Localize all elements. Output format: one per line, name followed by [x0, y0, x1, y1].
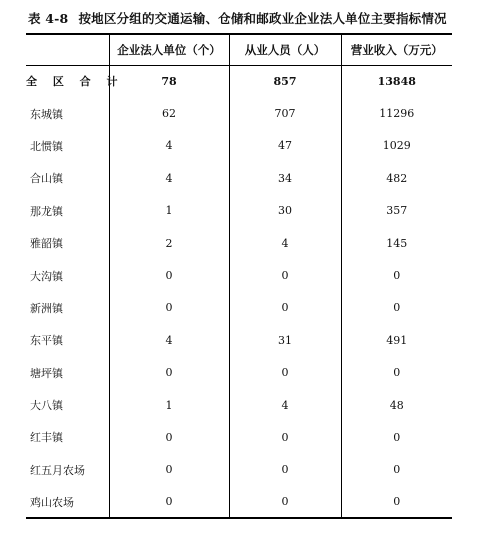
region-cell: 红五月农场	[30, 463, 85, 477]
header-revenue: 营业收入（万元）	[341, 34, 452, 65]
table-row	[26, 259, 452, 291]
employees-cell: 0	[229, 486, 341, 518]
table-row	[26, 389, 452, 421]
table-row	[26, 486, 452, 518]
header-enterprise-units: 企业法人单位（个）	[109, 34, 229, 65]
employees-cell: 0	[229, 454, 341, 486]
table-title-text: 按地区分组的交通运输、仓储和邮政业企业法人单位主要指标情况	[78, 11, 447, 26]
employees-cell: 0	[229, 292, 341, 324]
revenue-cell: 0	[341, 486, 452, 518]
region-cell: 东城镇	[30, 107, 63, 121]
revenue-cell: 145	[341, 227, 452, 259]
header-row	[26, 34, 452, 65]
enterprise-units-cell: 0	[109, 454, 229, 486]
region-cell: 红丰镇	[30, 431, 63, 445]
revenue-cell: 0	[341, 357, 452, 389]
table-row	[26, 421, 452, 453]
region-cell: 雅韶镇	[30, 237, 63, 251]
table-title	[28, 9, 447, 27]
employees-cell: 0	[229, 357, 341, 389]
region-cell: 塘坪镇	[30, 366, 63, 380]
table-row-total	[26, 65, 452, 97]
table-row	[26, 292, 452, 324]
table-number: 表 4-8	[28, 11, 69, 26]
revenue-cell: 482	[341, 162, 452, 194]
employees-cell: 30	[229, 195, 341, 227]
enterprise-units-cell: 78	[109, 65, 229, 97]
revenue-cell: 491	[341, 324, 452, 356]
header-region	[26, 34, 109, 65]
revenue-cell: 0	[341, 259, 452, 291]
table-row	[26, 130, 452, 162]
enterprise-units-cell: 0	[109, 357, 229, 389]
region-cell: 全 区 合 计	[26, 75, 124, 89]
employees-cell: 707	[229, 97, 341, 129]
enterprise-units-cell: 0	[109, 292, 229, 324]
region-cell: 北惯镇	[30, 139, 63, 153]
revenue-cell: 0	[341, 292, 452, 324]
table-header	[26, 34, 452, 65]
revenue-cell: 11296	[341, 97, 452, 129]
table-row	[26, 195, 452, 227]
enterprise-units-cell: 62	[109, 97, 229, 129]
region-cell: 大沟镇	[30, 269, 63, 283]
employees-cell: 0	[229, 259, 341, 291]
revenue-cell: 357	[341, 195, 452, 227]
enterprise-units-cell: 1	[109, 195, 229, 227]
revenue-cell: 0	[341, 454, 452, 486]
enterprise-units-cell: 1	[109, 389, 229, 421]
enterprise-units-cell: 4	[109, 130, 229, 162]
table-row	[26, 227, 452, 259]
region-cell: 鸡山农场	[26, 486, 109, 518]
table-body	[26, 65, 452, 518]
enterprise-units-cell: 0	[109, 259, 229, 291]
region-cell: 那龙镇	[30, 204, 63, 218]
region-cell: 大八镇	[30, 399, 63, 413]
enterprise-units-cell: 4	[109, 162, 229, 194]
header-employees: 从业人员（人）	[229, 34, 341, 65]
enterprise-units-cell: 2	[109, 227, 229, 259]
enterprise-units-cell: 0	[109, 486, 229, 518]
employees-cell: 857	[229, 65, 341, 97]
employees-cell: 0	[229, 421, 341, 453]
table-row	[26, 97, 452, 129]
table-row	[26, 162, 452, 194]
table-row	[26, 324, 452, 356]
enterprise-units-cell: 0	[109, 421, 229, 453]
table-row	[26, 454, 452, 486]
employees-cell: 4	[229, 227, 341, 259]
employees-cell: 31	[229, 324, 341, 356]
region-cell: 新洲镇	[30, 301, 63, 315]
statistics-table	[26, 33, 452, 519]
revenue-cell: 48	[341, 389, 452, 421]
region-cell: 合山镇	[30, 172, 63, 186]
revenue-cell: 1029	[341, 130, 452, 162]
revenue-cell: 0	[341, 421, 452, 453]
employees-cell: 4	[229, 389, 341, 421]
employees-cell: 47	[229, 130, 341, 162]
revenue-cell: 13848	[341, 65, 452, 97]
employees-cell: 34	[229, 162, 341, 194]
table-row	[26, 357, 452, 389]
enterprise-units-cell: 4	[109, 324, 229, 356]
region-cell: 东平镇	[30, 334, 63, 348]
